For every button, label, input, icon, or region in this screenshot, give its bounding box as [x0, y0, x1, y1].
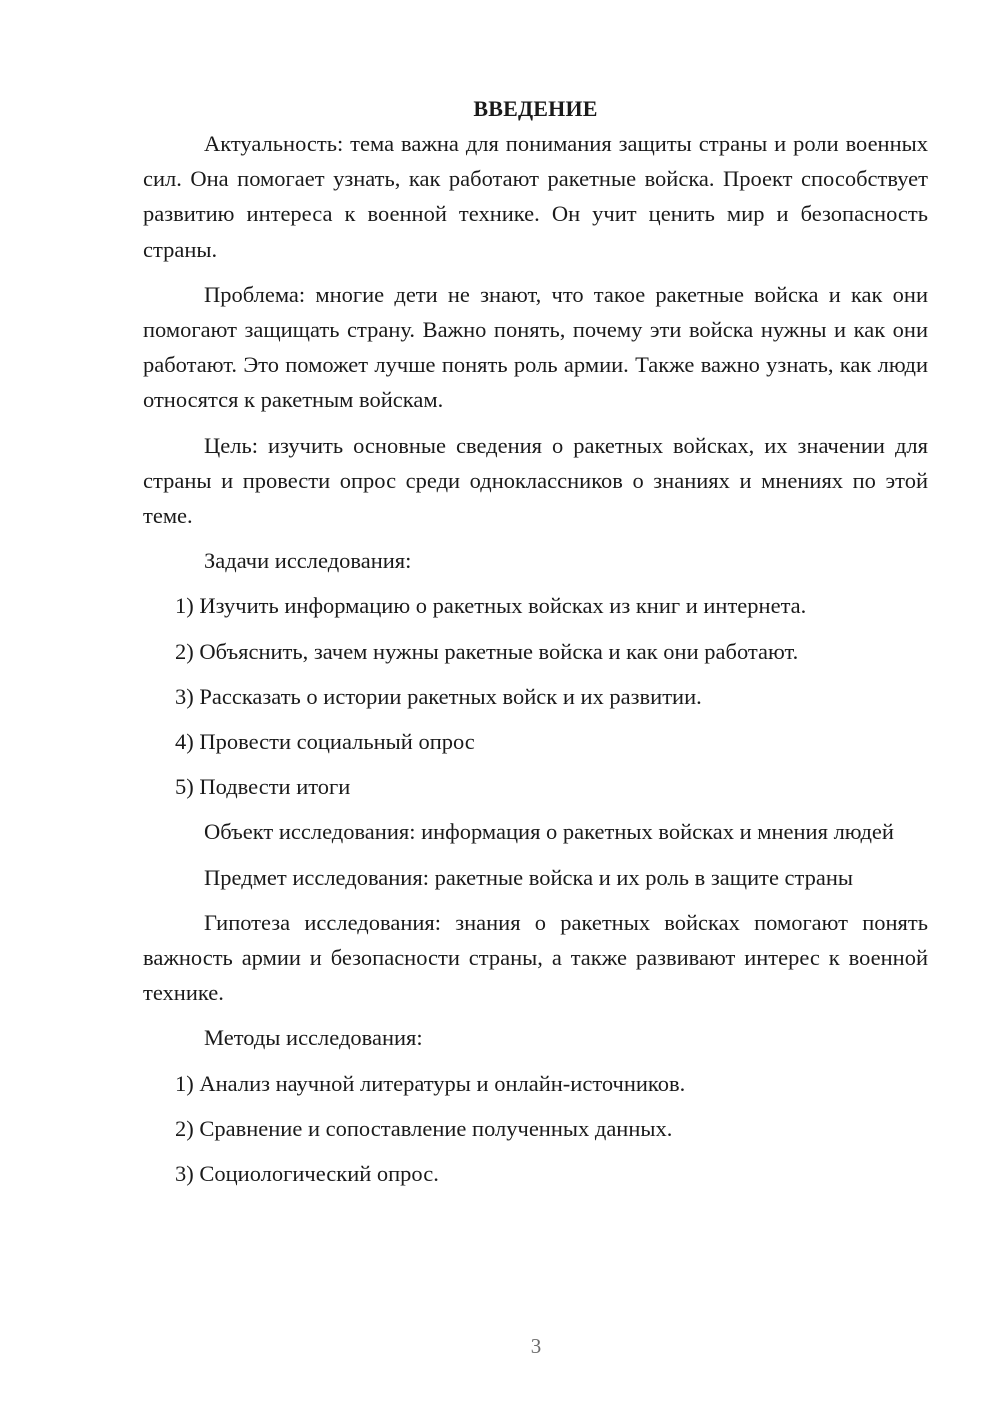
paragraph-object: Объект исследования: информация о ракетных войсках и мнения людей [204, 819, 894, 845]
paragraph-goal: Цель: изучить основные сведения о ракетных войсках, их значении для страны и провести опрос среди одноклассников о знаниях и мнениях по этой теме. [143, 432, 928, 529]
task-item: 2) Объяснить, зачем нужны ракетные войска и как они работают. [175, 638, 799, 664]
method-item: 3) Социологический опрос. [175, 1161, 439, 1187]
task-item: 3) Рассказать о истории ракетных войск и их развитии. [175, 683, 702, 709]
tasks-list [143, 588, 928, 804]
methods-heading: Методы исследования: [204, 1025, 423, 1051]
method-item: 1) Анализ научной литературы и онлайн-источников. [175, 1070, 686, 1096]
paragraph-subject: Предмет исследования: ракетные войска и их роль в защите страны [204, 864, 854, 890]
task-item: 5) Подвести итоги [175, 774, 351, 800]
paragraph-hypothesis: Гипотеза исследования: знания о ракетных войсках помогают понять важность армии и безопасности страны, а также развивают интерес к военной технике. [143, 909, 928, 1006]
page-title: ВВЕДЕНИЕ [473, 96, 598, 121]
paragraph-problem: Проблема: многие дети не знают, что такое ракетные войска и как они помогают защищать страну. Важно понять, почему эти войска нужны и как они работают. Это поможет лучше понять роль армии. Также важно узнать, как люди относятся к ракетным войскам. [143, 281, 928, 413]
document-page [143, 92, 928, 1201]
task-item: 1) Изучить информацию о ракетных войсках из книг и интернета. [175, 593, 807, 619]
task-item: 4) Провести социальный опрос [175, 729, 475, 755]
paragraph-relevance: Актуальность: тема важна для понимания защиты страны и роли военных сил. Она помогает узнать, как работают ракетные войска. Проект способствует развитию интереса к военной технике. Он учит ценить мир и безопасность страны. [143, 131, 928, 262]
page-number: 3 [530, 1334, 542, 1358]
methods-list [143, 1066, 928, 1192]
tasks-heading: Задачи исследования: [204, 548, 412, 574]
method-item: 2) Сравнение и сопоставление полученных данных. [175, 1115, 673, 1141]
